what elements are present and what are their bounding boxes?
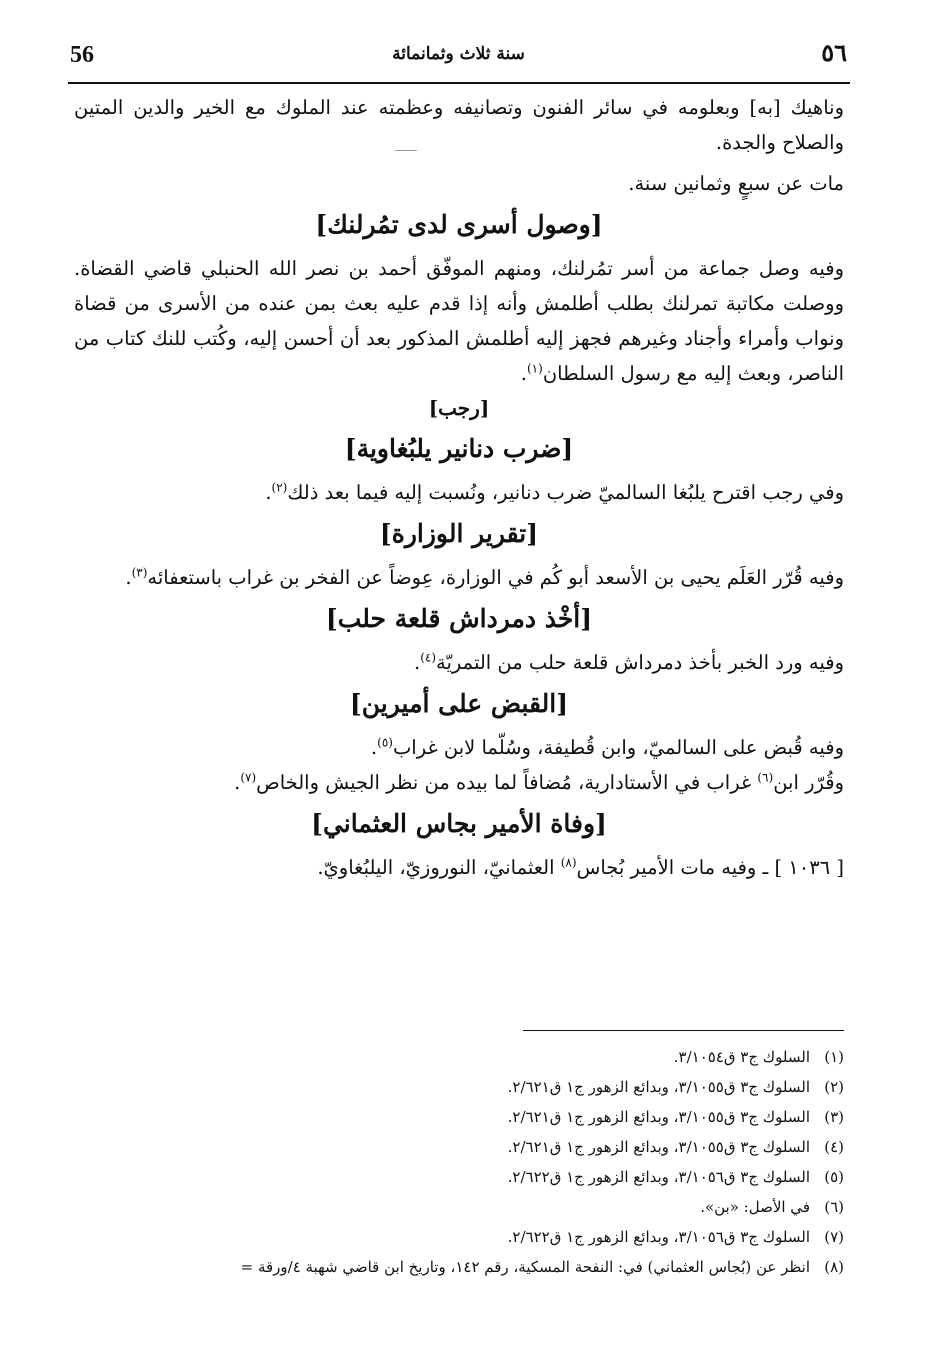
paragraph-aleppo-end: . (414, 651, 421, 674)
paragraph-appointment-end: . (234, 771, 241, 794)
footnote-item (60, 1102, 844, 1132)
footnote-ref-8: (٨) (560, 855, 577, 870)
footnote-text: في الأصل: «بن». (700, 1198, 810, 1216)
paragraph-appointment-text-a: وقُرّر ابن (773, 771, 844, 794)
paragraph-ministry (74, 560, 844, 595)
paragraph-ministry-end: . (125, 566, 132, 589)
page-header (70, 36, 847, 80)
page-number-arabic: ٥٦ (821, 38, 847, 67)
paragraph-prisoners (74, 251, 844, 391)
footnote-text: انظر عن (بُجاس العثماني) في: النفحة المسكية، رقم ١٤٢، وتاريخ ابن قاضي شهبة ٤/ورقة = (240, 1258, 810, 1276)
footnote-item (60, 1132, 844, 1162)
footnote-text: السلوك ج٣ ق٣/١٠٥٦، وبدائع الزهور ج١ ق٢/٦٢٢. (507, 1168, 810, 1186)
header-rule (68, 82, 850, 84)
footnote-text: السلوك ج٣ ق٣/١٠٥٥، وبدائع الزهور ج١ ق٢/٦٢١. (507, 1108, 810, 1126)
paragraph-aleppo-text: وفيه ورد الخبر بأخذ دمرداش قلعة حلب من التمريّة (436, 651, 844, 674)
paragraph-aleppo (74, 645, 844, 680)
section-heading-prisoners: [وصول أسرى لدى تمُرلنك] (315, 210, 603, 239)
footnote-number: (٥) (824, 1168, 844, 1186)
footnote-item (60, 1162, 844, 1192)
paragraph-prisoners-end: . (520, 362, 527, 385)
footnote-ref-2: (٢) (271, 480, 288, 495)
paragraph-praise: وناهيك [به] وبعلومه في سائر الفنون وتصانيفه وعظمته عند الملوك مع الخير والدين المتين والصلاح والجدة. (74, 96, 844, 154)
footnote-ref-5: (٥) (377, 735, 393, 750)
section-heading-death-bujas: [وفاة الأمير بجاس العثماني] (311, 809, 607, 838)
paragraph-dinars (74, 475, 844, 510)
section-heading-aleppo: [أخْذ دمرداش قلعة حلب] (325, 604, 593, 633)
main-text (74, 90, 844, 885)
paragraph-death-age: مات عن سبعٍ وثمانين سنة. (628, 172, 844, 195)
footnote-number: (٨) (824, 1258, 844, 1276)
paragraph-arrest (74, 730, 844, 765)
footnote-number: (٤) (824, 1138, 844, 1156)
footnote-item (60, 1042, 844, 1072)
entry-number: [ ١٠٣٦ ] (774, 856, 844, 879)
footnote-text: السلوك ج٣ ق٣/١٠٥٦، وبدائع الزهور ج١ ق٢/٦٢٢. (507, 1228, 810, 1246)
footnote-ref-1: (١) (526, 361, 543, 376)
paragraph-arrest-text: وفيه قُبض على السالميّ، وابن قُطيفة، وسُلّما لابن غراب (392, 736, 844, 759)
footnote-ref-7: (٧) (240, 770, 257, 785)
footnote-item (60, 1072, 844, 1102)
paragraph-death-bujas-text-b: العثمانيّ، النوروزيّ، اليلبُغاويّ. (317, 856, 561, 879)
footnote-number: (١) (824, 1048, 844, 1066)
footnotes (60, 1042, 844, 1282)
footnote-ref-4: (٤) (420, 650, 437, 665)
section-heading-ministry: [تقرير الوزارة] (379, 519, 539, 548)
paragraph-arrest-end: . (370, 736, 378, 759)
paragraph-appointment (74, 765, 844, 800)
paragraph-ministry-text: وفيه قُرّر العَلَم يحيى بن الأسعد أبو كُم في الوزارة، عِوضاً عن الفخر بن غراب باستعفائه (147, 566, 844, 589)
footnote-text: السلوك ج٣ ق٣/١٠٥٥، وبدائع الزهور ج١ ق٢/٦٢١. (507, 1138, 810, 1156)
footnote-ref-6: (٦) (757, 770, 774, 785)
footnote-number: (٢) (824, 1078, 844, 1096)
month-heading-rajab: [رجب] (428, 396, 490, 420)
footnote-ref-3: (٣) (131, 565, 148, 580)
paragraph-death-bujas (74, 850, 844, 885)
footnote-text: السلوك ج٣ ق٣/١٠٥٥، وبدائع الزهور ج١ ق٢/٦٢١. (507, 1078, 810, 1096)
footnote-item (60, 1222, 844, 1252)
page-number-latin: 56 (70, 42, 94, 68)
footnote-item (60, 1192, 844, 1222)
running-title: سنة ثلاث وثمانمائة (392, 44, 525, 64)
section-heading-dinars: [ضرب دنانير يلبُغاوية] (344, 434, 574, 463)
footnote-number: (٦) (824, 1198, 844, 1216)
footnote-number: (٧) (824, 1228, 844, 1246)
section-heading-arrest: [القبض على أميرين] (349, 689, 569, 718)
paragraph-prisoners-text: وفيه وصل جماعة من أسر تمُرلنك، ومنهم الموفّق أحمد بن نصر الله الحنبلي قاضي القضاة. ووصلت مكاتبة تمرلنك بطلب أطلمش وأنه إذا قدم عليه بعث بمن عنده من الأسرى من قضاة ونواب وأمراء وأجناد وغيرهم فجهز إليه أطلمش المذكور بعد أن أحسن إليه، وكُتب للنك كتاب من الناصر، وبعث إليه مع رسول السلطان (74, 257, 844, 385)
paragraph-appointment-text-b: غراب في الأستادارية، مُضافاً لما بيده من نظر الجيش والخاص (256, 771, 758, 794)
footnote-number: (٣) (824, 1108, 844, 1126)
paragraph-dinars-end: . (265, 481, 272, 504)
footnote-item (60, 1252, 844, 1282)
paragraph-dinars-text: وفي رجب اقترح يلبُغا السالميّ ضرب دنانير، ونُسبت إليه فيما بعد ذلك (287, 481, 844, 504)
paragraph-death-bujas-text-a: ـ وفيه مات الأمير بُجاس (576, 856, 775, 879)
footnote-separator (523, 1030, 844, 1031)
footnote-text: السلوك ج٣ ق٣/١٠٥٤. (673, 1048, 810, 1066)
